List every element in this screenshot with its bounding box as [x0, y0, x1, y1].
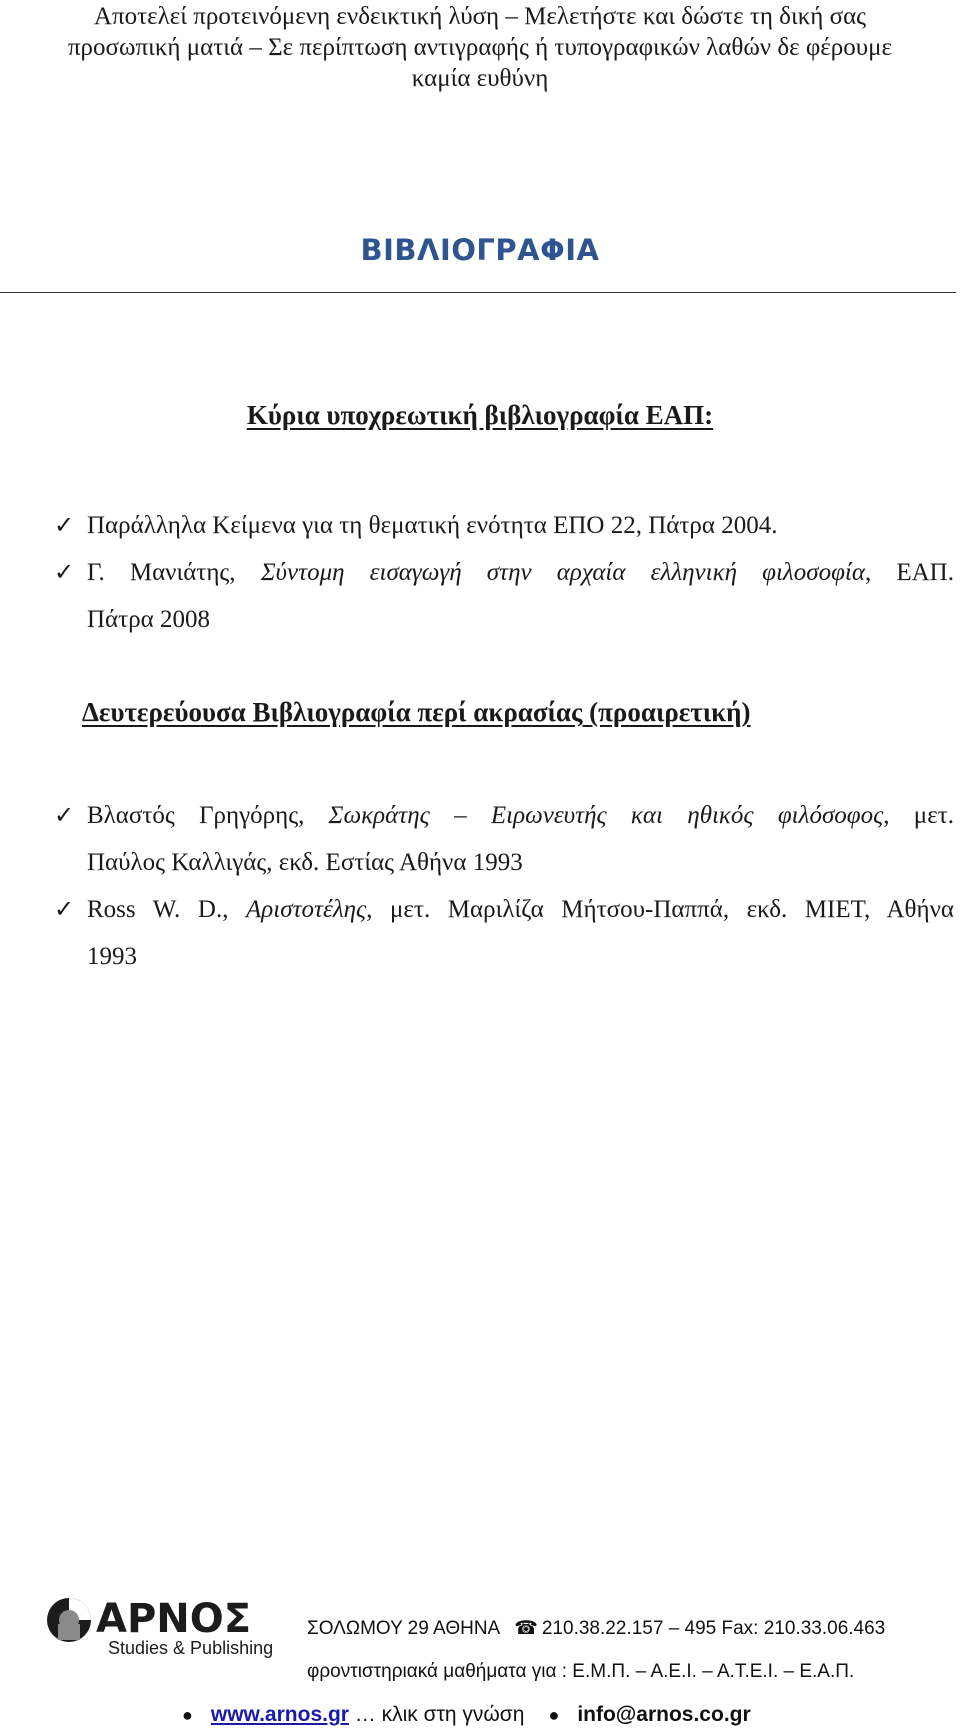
entry-details: , μετ.	[883, 802, 955, 829]
bibliography-entry: Παράλληλα Κείμενα για τη θεματική ενότητα ΕΠΟ 22, Πάτρα 2004.	[87, 512, 778, 539]
entry-title: Σωκράτης – Ειρωνευτής και ηθικός φιλόσοφος	[328, 802, 884, 829]
disclaimer-line: Αποτελεί προτεινόμενη ενδεικτική λύση – Μελετήστε και δώστε τη δική σας	[93, 3, 867, 30]
title-divider	[0, 292, 956, 293]
bibliography-entry-line	[87, 549, 954, 596]
email-text[interactable]: info@arnos.co.gr	[577, 1703, 751, 1726]
logo-wordmark: ΑΡΝΟΣ	[96, 1596, 252, 1642]
entry-details: , ΕΑΠ.	[864, 559, 954, 586]
bibliography-item	[54, 502, 954, 549]
phone-fax-text: 210.38.22.157 – 495 Fax: 210.33.06.463	[541, 1618, 886, 1639]
slogan-text: … κλικ στη γνώση	[348, 1703, 525, 1726]
checkmark-icon: ✓	[54, 558, 75, 586]
primary-bibliography-heading: Κύρια υποχρεωτική βιβλιογραφία ΕΑΠ:	[246, 400, 714, 430]
entry-author: Γ. Μανιάτης,	[87, 559, 261, 586]
entry-details: , μετ. Μαριλίζα Μήτσου-Παππά, εκδ. ΜΙΕΤ, Αθήνα	[366, 896, 954, 923]
bibliography-item	[54, 792, 954, 886]
page-footer	[0, 1590, 960, 1732]
entry-title: Σύντομη εισαγωγή στην αρχαία ελληνική φιλοσοφία	[260, 559, 865, 586]
bibliography-item	[54, 549, 954, 643]
bibliography-entry-line	[87, 886, 954, 933]
arnos-logo	[42, 1590, 282, 1660]
contact-address	[307, 1617, 885, 1640]
courses-line: φροντιστηριακά μαθήματα για : Ε.Μ.Π. – Α.Ε.Ι. – Α.Τ.Ε.Ι. – Ε.Α.Π.	[307, 1661, 855, 1682]
website-link[interactable]: www.arnos.gr	[210, 1703, 349, 1726]
checkmark-icon: ✓	[54, 511, 75, 539]
bibliography-entry-line	[87, 792, 954, 839]
disclaimer-line: προσωπική ματιά – Σε περίπτωση αντιγραφής ή τυπογραφικών λαθών δε φέρουμε	[67, 34, 893, 61]
address-text: ΣΟΛΩΜΟΥ 29 ΑΘΗΝΑ	[307, 1618, 501, 1639]
disclaimer	[0, 0, 960, 94]
document-title: ΒΙΒΛΙΟΓΡΑΦΙΑ	[360, 233, 600, 267]
entry-details-continued: 1993	[87, 943, 137, 970]
checkmark-icon: ✓	[54, 895, 75, 923]
secondary-bibliography-list	[54, 792, 954, 980]
telephone-icon: ☎	[514, 1617, 538, 1639]
primary-bibliography-list	[54, 502, 954, 643]
entry-author: Βλαστός Γρηγόρης,	[87, 802, 329, 829]
bibliography-item	[54, 886, 954, 980]
contact-links	[182, 1703, 751, 1727]
secondary-bibliography-heading: Δευτερεύουσα Βιβλιογραφία περί ακρασίας (προαιρετική)	[82, 697, 751, 727]
entry-author: Ross W. D.,	[87, 896, 247, 923]
entry-title: Αριστοτέλης	[246, 896, 367, 923]
bullet-icon: ●	[548, 1705, 560, 1725]
entry-details-continued: Παύλος Καλλιγάς, εκδ. Εστίας Αθήνα 1993	[87, 849, 523, 876]
logo-tagline: Studies & Publishing	[108, 1638, 274, 1658]
disclaimer-line: καμία ευθύνη	[411, 65, 549, 92]
checkmark-icon: ✓	[54, 801, 75, 829]
bullet-icon: ●	[182, 1705, 193, 1725]
entry-details-continued: Πάτρα 2008	[87, 606, 211, 633]
